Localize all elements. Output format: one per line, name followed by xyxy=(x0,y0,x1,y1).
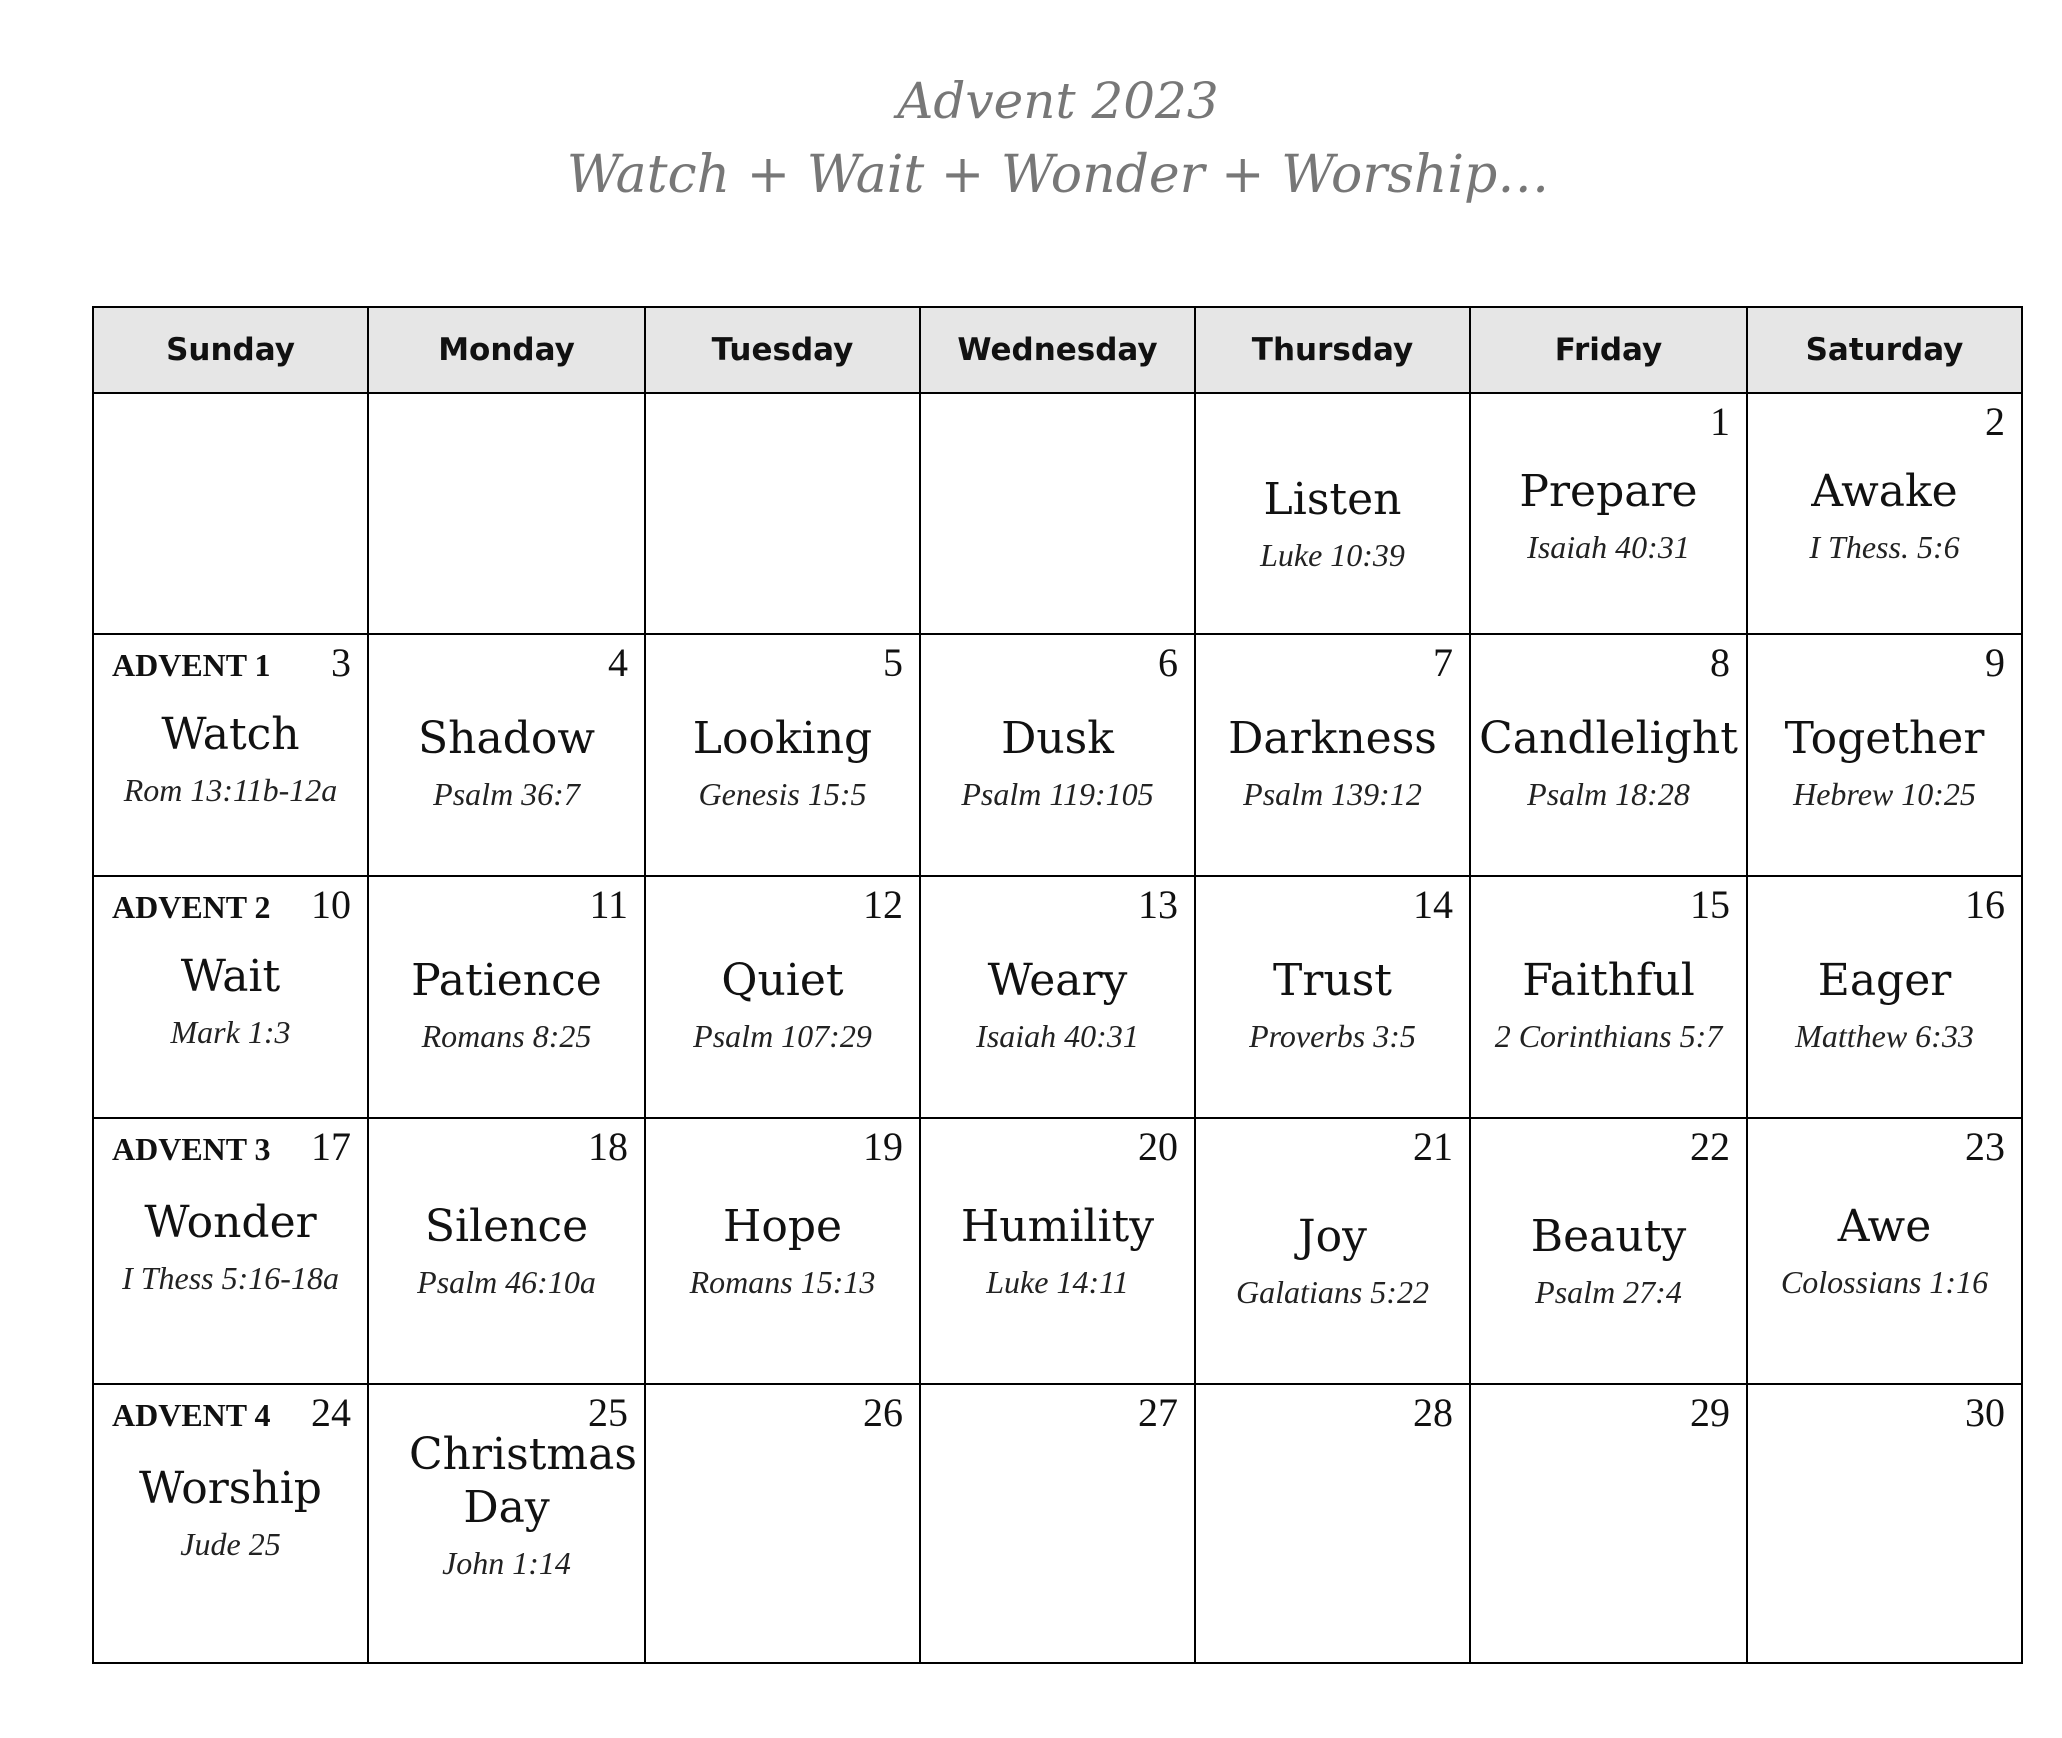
calendar-day-cell xyxy=(1747,876,2022,1118)
page-title: Advent 2023 xyxy=(897,72,1219,130)
advent-week-label: ADVENT 4 xyxy=(112,1397,271,1433)
calendar-day-cell xyxy=(93,1384,368,1663)
day-number: 7 xyxy=(1433,640,1453,685)
scripture-reference: I Thess. 5:6 xyxy=(1809,528,1960,565)
day-theme-word: Wonder xyxy=(144,1197,317,1248)
day-content xyxy=(1748,955,2021,1055)
day-theme-word: Wait xyxy=(180,951,281,1002)
calendar-week-row xyxy=(93,634,2022,876)
day-content xyxy=(1471,466,1746,566)
day-cell-inner xyxy=(1471,877,1746,1117)
day-content xyxy=(369,955,644,1055)
day-content xyxy=(369,713,644,813)
day-cell-inner xyxy=(94,1119,367,1383)
day-cell-inner xyxy=(921,1385,1194,1662)
day-content xyxy=(921,955,1194,1055)
scripture-reference: John 1:14 xyxy=(442,1544,571,1581)
day-cell-inner xyxy=(1748,877,2021,1117)
calendar-day-cell xyxy=(368,393,645,634)
day-number: 14 xyxy=(1413,882,1453,927)
day-number: 20 xyxy=(1138,1124,1178,1169)
day-cell-inner xyxy=(1748,635,2021,875)
day-number: 12 xyxy=(863,882,903,927)
calendar-day-cell xyxy=(1747,1384,2022,1663)
day-cell-inner xyxy=(646,1385,919,1662)
day-number: 29 xyxy=(1690,1390,1730,1435)
weekday-header-row xyxy=(93,307,2022,393)
day-cell-inner xyxy=(646,1119,919,1383)
day-content xyxy=(94,1463,367,1563)
day-content xyxy=(646,1201,919,1301)
calendar-day-cell xyxy=(920,634,1195,876)
day-cell-inner xyxy=(369,1385,644,1662)
day-content xyxy=(1748,713,2021,813)
day-theme-word: Trust xyxy=(1273,955,1392,1006)
scripture-reference: Luke 10:39 xyxy=(1260,536,1405,573)
scripture-reference: Galatians 5:22 xyxy=(1236,1273,1429,1310)
calendar-day-cell xyxy=(93,634,368,876)
day-theme-word: Looking xyxy=(692,713,873,764)
day-content xyxy=(1196,955,1469,1055)
day-number: 4 xyxy=(608,640,628,685)
scripture-reference: Romans 15:13 xyxy=(689,1263,876,1300)
day-content xyxy=(1748,466,2021,566)
day-cell-inner xyxy=(94,877,367,1117)
calendar-day-cell xyxy=(1470,1118,1747,1384)
day-number: 24 xyxy=(311,1390,351,1435)
calendar-day-cell xyxy=(1195,634,1470,876)
calendar-week-row xyxy=(93,1384,2022,1663)
scripture-reference: I Thess 5:16-18a xyxy=(122,1259,339,1296)
calendar-day-cell xyxy=(93,876,368,1118)
day-number: 15 xyxy=(1690,882,1730,927)
calendar-day-cell xyxy=(93,393,368,634)
calendar-day-cell xyxy=(368,1384,645,1663)
day-number: 9 xyxy=(1985,640,2005,685)
calendar-day-cell xyxy=(1747,1118,2022,1384)
day-content xyxy=(369,1429,644,1582)
day-theme-word: Worship xyxy=(139,1463,322,1514)
calendar-day-cell xyxy=(645,393,920,634)
day-content xyxy=(646,713,919,813)
scripture-reference: Psalm 139:12 xyxy=(1243,775,1422,812)
day-theme-word: Eager xyxy=(1817,955,1952,1006)
day-content xyxy=(1471,713,1746,813)
calendar-day-cell xyxy=(93,1118,368,1384)
day-theme-word: Darkness xyxy=(1228,713,1437,764)
weekday-sunday: Sunday xyxy=(93,307,368,393)
calendar-day-cell xyxy=(1195,393,1470,634)
day-theme-word: Candlelight xyxy=(1479,713,1738,764)
weekday-saturday: Saturday xyxy=(1747,307,2022,393)
calendar-day-cell xyxy=(368,634,645,876)
day-content xyxy=(1748,1201,2021,1301)
day-number: 18 xyxy=(588,1124,628,1169)
day-cell-inner xyxy=(1471,1119,1746,1383)
day-number: 25 xyxy=(588,1390,628,1435)
calendar-day-cell xyxy=(368,876,645,1118)
scripture-reference: Hebrew 10:25 xyxy=(1793,775,1976,812)
day-content xyxy=(1196,1211,1469,1311)
day-theme-word: Joy xyxy=(1298,1211,1367,1262)
calendar-day-cell xyxy=(1195,1118,1470,1384)
scripture-reference: Isaiah 40:31 xyxy=(976,1017,1139,1054)
scripture-reference: Psalm 18:28 xyxy=(1527,775,1690,812)
weekday-friday: Friday xyxy=(1470,307,1747,393)
calendar-day-cell xyxy=(1470,1384,1747,1663)
day-cell-inner xyxy=(1196,635,1469,875)
scripture-reference: Genesis 15:5 xyxy=(698,775,867,812)
day-cell-inner xyxy=(1196,1385,1469,1662)
calendar-day-cell xyxy=(1747,393,2022,634)
scripture-reference: Colossians 1:16 xyxy=(1780,1263,1989,1300)
scripture-reference: Psalm 27:4 xyxy=(1535,1273,1682,1310)
day-cell-inner xyxy=(94,394,367,633)
calendar-day-cell xyxy=(645,876,920,1118)
scripture-reference: Psalm 36:7 xyxy=(433,775,580,812)
calendar-week-row xyxy=(93,1118,2022,1384)
day-number: 8 xyxy=(1710,640,1730,685)
calendar-day-cell xyxy=(645,634,920,876)
day-theme-word: Dusk xyxy=(1001,713,1114,764)
day-theme-word: Watch xyxy=(161,709,300,760)
calendar-day-cell xyxy=(920,876,1195,1118)
day-theme-word: Weary xyxy=(987,955,1128,1006)
calendar-day-cell xyxy=(1470,634,1747,876)
day-theme-word: Christmas Day xyxy=(409,1429,637,1533)
day-theme-word: Shadow xyxy=(417,713,596,764)
day-cell-inner xyxy=(94,635,367,875)
day-cell-inner xyxy=(1471,1385,1746,1662)
scripture-reference: Matthew 6:33 xyxy=(1795,1017,1974,1054)
day-cell-inner xyxy=(1196,877,1469,1117)
scripture-reference: Proverbs 3:5 xyxy=(1249,1017,1416,1054)
day-theme-word: Listen xyxy=(1263,474,1402,525)
day-content xyxy=(1196,474,1469,574)
day-cell-inner xyxy=(1748,1385,2021,1662)
day-number: 21 xyxy=(1413,1124,1453,1169)
day-cell-inner xyxy=(921,1119,1194,1383)
scripture-reference: Isaiah 40:31 xyxy=(1527,528,1690,565)
day-number: 16 xyxy=(1965,882,2005,927)
weekday-wednesday: Wednesday xyxy=(920,307,1195,393)
day-theme-word: Prepare xyxy=(1519,466,1698,517)
day-cell-inner xyxy=(1748,1119,2021,1383)
day-cell-inner xyxy=(1196,1119,1469,1383)
day-number: 1 xyxy=(1710,399,1730,444)
day-content xyxy=(921,713,1194,813)
day-number: 13 xyxy=(1138,882,1178,927)
calendar-day-cell xyxy=(368,1118,645,1384)
weekday-tuesday: Tuesday xyxy=(645,307,920,393)
day-cell-inner xyxy=(369,635,644,875)
day-cell-inner xyxy=(369,877,644,1117)
day-number: 26 xyxy=(863,1390,903,1435)
day-number: 30 xyxy=(1965,1390,2005,1435)
day-cell-inner xyxy=(369,394,644,633)
day-content xyxy=(369,1201,644,1301)
scripture-reference: Psalm 107:29 xyxy=(693,1017,872,1054)
scripture-reference: Luke 14:11 xyxy=(986,1263,1129,1300)
calendar-grid xyxy=(92,306,2023,1664)
day-number: 27 xyxy=(1138,1390,1178,1435)
calendar-day-cell xyxy=(920,1384,1195,1663)
day-cell-inner xyxy=(94,1385,367,1662)
scripture-reference: Psalm 119:105 xyxy=(961,775,1154,812)
weekday-monday: Monday xyxy=(368,307,645,393)
day-number: 3 xyxy=(331,640,351,685)
day-cell-inner xyxy=(1471,394,1746,633)
day-theme-word: Patience xyxy=(411,955,602,1006)
day-number: 19 xyxy=(863,1124,903,1169)
day-number: 17 xyxy=(311,1124,351,1169)
day-cell-inner xyxy=(646,394,919,633)
calendar-day-cell xyxy=(920,1118,1195,1384)
day-content xyxy=(921,1201,1194,1301)
calendar-week-row xyxy=(93,876,2022,1118)
day-content xyxy=(94,709,367,809)
advent-week-label: ADVENT 1 xyxy=(112,647,271,683)
day-cell-inner xyxy=(646,635,919,875)
scripture-reference: Romans 8:25 xyxy=(421,1017,592,1054)
day-cell-inner xyxy=(1471,635,1746,875)
day-content xyxy=(1471,1211,1746,1311)
calendar-day-cell xyxy=(1195,1384,1470,1663)
day-number: 5 xyxy=(883,640,903,685)
day-theme-word: Quiet xyxy=(721,955,844,1006)
day-number: 28 xyxy=(1413,1390,1453,1435)
day-number: 11 xyxy=(589,882,628,927)
day-cell-inner xyxy=(369,1119,644,1383)
day-theme-word: Beauty xyxy=(1530,1211,1687,1262)
calendar-day-cell xyxy=(645,1118,920,1384)
day-content xyxy=(1196,713,1469,813)
scripture-reference: Jude 25 xyxy=(180,1525,281,1562)
calendar-week-row xyxy=(93,393,2022,634)
day-theme-word: Awe xyxy=(1837,1201,1932,1252)
day-number: 2 xyxy=(1985,399,2005,444)
day-content xyxy=(94,1197,367,1297)
page-subtitle: Watch + Wait + Wonder + Worship… xyxy=(566,145,1550,205)
day-theme-word: Awake xyxy=(1811,466,1958,517)
calendar-day-cell xyxy=(920,393,1195,634)
day-number: 6 xyxy=(1158,640,1178,685)
scripture-reference: Rom 13:11b-12a xyxy=(123,771,338,808)
calendar-day-cell xyxy=(1470,393,1747,634)
day-theme-word: Together xyxy=(1784,713,1985,764)
day-number: 22 xyxy=(1690,1124,1730,1169)
day-cell-inner xyxy=(1748,394,2021,633)
advent-week-label: ADVENT 3 xyxy=(112,1131,271,1167)
day-theme-word: Faithful xyxy=(1522,955,1695,1006)
scripture-reference: 2 Corinthians 5:7 xyxy=(1494,1017,1723,1054)
day-content xyxy=(1471,955,1746,1055)
calendar-day-cell xyxy=(1747,634,2022,876)
scripture-reference: Psalm 46:10a xyxy=(417,1263,596,1300)
day-cell-inner xyxy=(921,394,1194,633)
day-theme-word: Silence xyxy=(424,1201,589,1252)
day-content xyxy=(646,955,919,1055)
day-cell-inner xyxy=(1196,394,1469,633)
calendar-day-cell xyxy=(1195,876,1470,1118)
day-theme-word: Hope xyxy=(722,1201,843,1252)
day-cell-inner xyxy=(921,635,1194,875)
day-number: 23 xyxy=(1965,1124,2005,1169)
day-cell-inner xyxy=(646,877,919,1117)
day-cell-inner xyxy=(921,877,1194,1117)
calendar-day-cell xyxy=(645,1384,920,1663)
weekday-thursday: Thursday xyxy=(1195,307,1470,393)
day-theme-word: Humility xyxy=(960,1201,1155,1252)
advent-week-label: ADVENT 2 xyxy=(112,889,271,925)
calendar-day-cell xyxy=(1470,876,1747,1118)
scripture-reference: Mark 1:3 xyxy=(170,1013,291,1050)
day-number: 10 xyxy=(311,882,351,927)
day-content xyxy=(94,951,367,1051)
